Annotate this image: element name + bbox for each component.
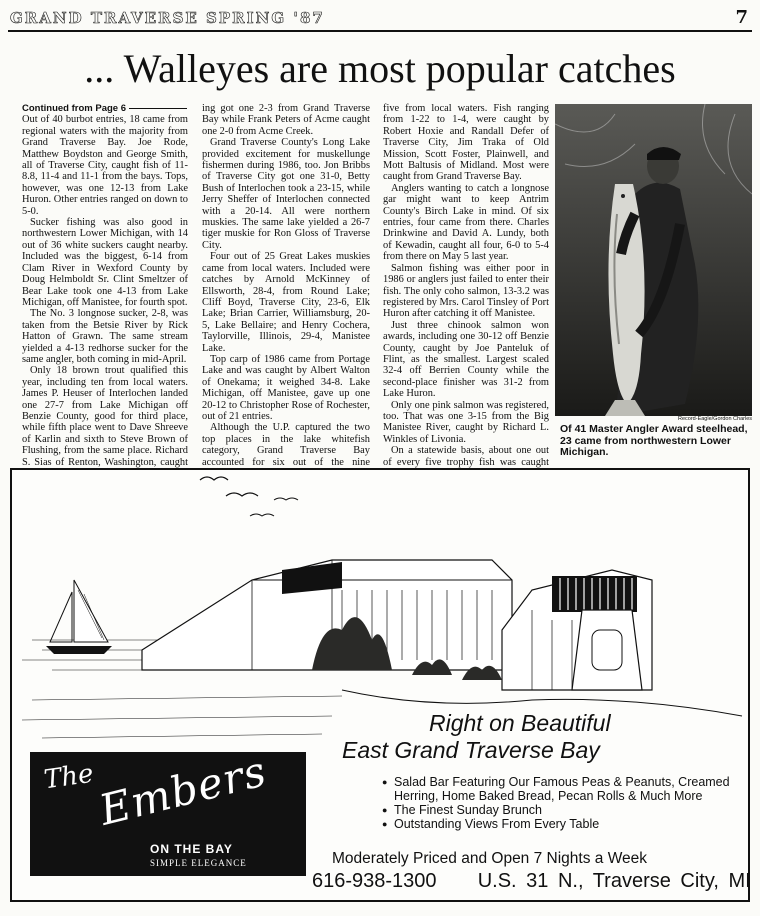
paragraph: five from local waters. Fish ranging from 1-22 to 1-4, were caught by Robert Hoxie and Randall Defer of Traverse City, Jim Traka of Old Mission, Scott Foster, Plainwell, and Mott Baltusis of Midland. Most were caught from Grand Traverse Bay. <box>383 103 549 183</box>
headline: ... Walleyes are most popular catches <box>84 46 676 91</box>
ad-headline-line-2: East Grand Traverse Bay <box>342 737 600 763</box>
embers-logo <box>30 746 306 876</box>
paragraph: ing got one 2-3 from Grand Traverse Bay while Frank Peters of Acme caught one 2-0 from Acme Creek. <box>202 103 370 137</box>
paragraph: Only 18 brown trout qualified this year, including ten from local waters. James P. Heuser of Interlochen landed one 27-7 from Lake Michigan off Benzie County, good for third place, while fifth place went to Dave Shreeve of Karlin and sixth to Steve Brown of Flushing, from the same place. Richard S. Sias of Renton, Washington, caught <box>22 365 188 468</box>
list-item: ● The Finest Sunday Brunch <box>382 803 742 817</box>
ad-address: U.S. 31 N., Traverse City, MI <box>477 870 751 892</box>
paragraph: Top carp of 1986 came from Portage Lake and was caught by Albert Walton of Onekama; it weighed 34-8. Lake Michigan, off Manistee, gave up one 20-12 to Christopher Rose of Rochester, out of 21 entries. <box>202 353 370 422</box>
paragraph: Salmon fishing was either poor in 1986 or anglers just failed to enter their fish. The only coho salmon, 13-3.2 was registered by Mrs. Carol Tinsley of Port Huron after catching it off Manistee. <box>383 262 549 320</box>
page-footer-margin <box>10 904 750 914</box>
continued-label: Continued from Page 6 <box>22 103 126 114</box>
ad-contact-line <box>312 870 751 893</box>
issue-title: GRAND TRAVERSE SPRING '87 <box>10 9 325 27</box>
steelhead-photo <box>555 104 752 416</box>
ad-features-list <box>382 775 742 831</box>
paragraph: The No. 3 longnose sucker, 2-8, was taken from the Betsie River by Rick Hatton of Grawn. The same stream yielded a 4-13 redhorse sucker for the same angler, both coming in mid-April. <box>22 308 188 365</box>
photo-credit: Record-Eagle/Gordon Charles <box>678 416 752 422</box>
ad-phone-number: 616-938-1300 <box>312 870 437 892</box>
ad-price-line: Moderately Priced and Open 7 Nights a Week <box>332 850 648 867</box>
paragraph: Sucker fishing was also good in northwestern Lower Michigan, with 14 out of 36 white suckers caught nearby. Included was the biggest, 6-14 from Clam River in Wexford County by Doug Helmboldt Sr. Clint Smeltzer of Bear Lake took one 4-13 from Lake Michigan, off Manistee, for fourth spot. <box>22 217 188 308</box>
masthead <box>10 7 750 29</box>
angler-with-steelhead-image <box>555 104 752 416</box>
paragraph: Although the U.P. captured the two top places in the lake whitefish category, Grand Traverse Bay accounted for six out of the nine <box>202 422 370 468</box>
ad-headline <box>342 710 732 764</box>
paragraph: Out of 40 burbot entries, 18 came from regional waters with the majority from Grand Traverse Bay. Joe Rode, Matthew Boydston and George Smith, all of Traverse City, caught fish of 11-8.8, 11-4 and 11-1 from the bays. Tops, however, was one 12-13 from Lake Huron. Other entries ranged on down to 5-0. <box>22 114 188 217</box>
list-item: ● Outstanding Views From Every Table <box>382 817 742 831</box>
paragraph: Grand Traverse County's Long Lake provided excitement for muskellunge fishermen during 1986, too. Jon Bribbs of Traverse City got one 31-0, Betty Bush of Interlochen took a 23-15, while Jerry Sheffer of Interlochen connected with a 20-14. All were northern muskies. The same lake yielded a 26-7 tiger muskie for Ron Gloss of Traverse City. <box>202 137 370 251</box>
page-number: 7 <box>735 7 750 28</box>
embers-advertisement <box>10 468 750 902</box>
paragraph: Anglers wanting to catch a longnose gar might want to keep Antrim County's Birch Lake in mind. Of six entries, four came from there. Charles Drinkwine and David A. Lundy, both of Kewadin, caught all four, 6-0 to 5-4 from there on May 5 last year. <box>383 182 549 263</box>
masthead-rule <box>8 30 752 32</box>
logo-tagline: SIMPLE ELEGANCE <box>150 858 247 868</box>
logo-the: The <box>42 758 96 796</box>
paragraph: Four out of 25 Great Lakes muskies came from local waters. Included were catches by Arnold McKinney of Ellsworth, 28-4, from Round Lake; Cliff Boyd, Traverse City, 23-6, Elk Lake; Brian Carrier, Williamsburg, 20-5, Lake Bellaire; and Henry Cochera, Taylorville, Illinois, 29-4, Manistee Lake. <box>202 251 370 354</box>
paragraph: Just three chinook salmon won awards, including one 30-12 off Benzie County, caught by Joe Panteluk of Flint, as the smallest. Largest scaled 32-4 off Berrien County while the second-place finisher was 31-2 from Lake Huron. <box>383 319 549 400</box>
logo-name: Embers <box>94 746 272 835</box>
photo-caption: Of 41 Master Angler Award steelhead, 23 came from northwestern Lower Michigan. <box>560 423 748 458</box>
paragraph: Only one pink salmon was registered, too. That was one 3-15 from the Big Manistee River, caught by Richard L. Winkles of Livonia. <box>383 399 549 445</box>
paragraph: On a statewide basis, about one out of every five trophy fish was caught <box>383 445 549 468</box>
ad-headline-line-1: Right on Beautiful <box>429 710 611 736</box>
list-item: ● Salad Bar Featuring Our Famous Peas & Peanuts, Creamed Herring, Home Baked Bread, Pecan Rolls & Much More <box>382 775 742 803</box>
logo-on-the-bay: ON THE BAY <box>150 842 233 856</box>
continued-line <box>22 103 188 114</box>
